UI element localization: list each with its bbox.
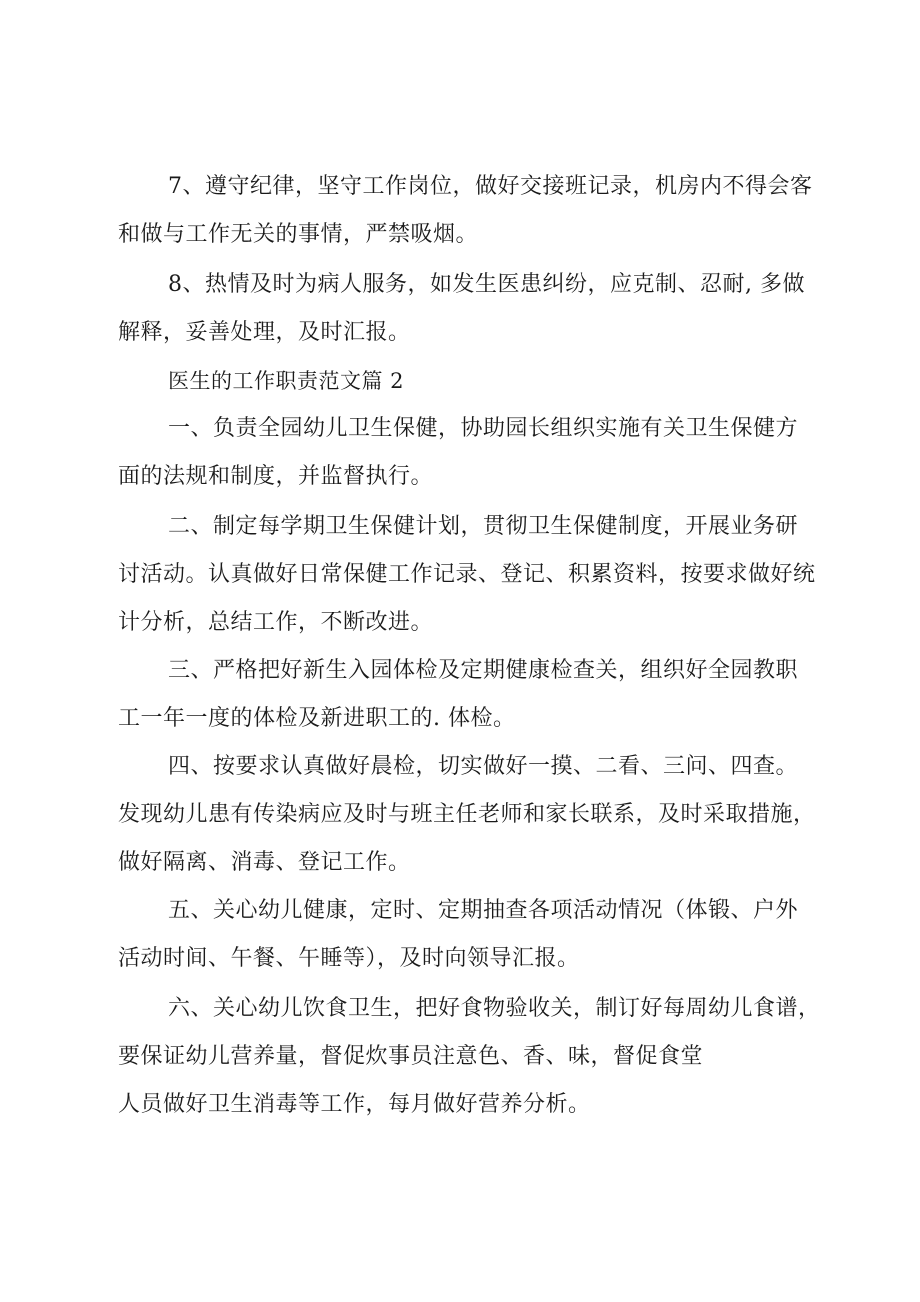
item-3-line-2: 工一年一度的体检及新进职工的. 体检。 xyxy=(118,706,516,731)
item-2-line-3: 计分析，总结工作，不断改进。 xyxy=(118,610,434,635)
paragraph-8-line-2: 解释，妥善处理，及时汇报。 xyxy=(118,320,411,345)
item-1-line-2: 面的法规和制度，并监督执行。 xyxy=(118,464,434,489)
item-2-line-2: 讨活动。认真做好日常保健工作记录、登记、积累资料，按要求做好统 xyxy=(118,562,816,587)
paragraph-7-line-2: 和做与工作无关的事情，严禁吸烟。 xyxy=(118,222,479,247)
item-6-line-1: 六、关心幼儿饮食卫生，把好食物验收关，制订好每周幼儿食谱， xyxy=(168,996,821,1021)
item-4-line-1: 四、按要求认真做好晨检，切实做好一摸、二看、三问、四查。 xyxy=(168,754,799,779)
item-4-line-3: 做好隔离、消毒、登记工作。 xyxy=(118,850,411,875)
paragraph-8-line-1: 8、热情及时为病人服务，如发生医患纠纷，应克制、忍耐, 多做 xyxy=(168,272,805,297)
section-heading: 医生的工作职责范文篇 2 xyxy=(168,369,405,393)
item-5-line-2: 活动时间、午餐、午睡等），及时向领导汇报。 xyxy=(118,946,580,971)
item-3-line-1: 三、严格把好新生入园体检及定期健康检查关，组织好全园教职 xyxy=(168,658,799,683)
item-2-line-1: 二、制定每学期卫生保健计划，贯彻卫生保健制度，开展业务研 xyxy=(168,514,799,539)
paragraph-7-line-1: 7、遵守纪律，坚守工作岗位，做好交接班记录，机房内不得会客 xyxy=(168,174,813,199)
item-6-line-3: 人员做好卫生消毒等工作，每月做好营养分析。 xyxy=(118,1092,591,1117)
item-6-line-2: 要保证幼儿营养量，督促炊事员注意色、香、味，督促食堂 xyxy=(118,1044,704,1069)
item-5-line-1: 五、关心幼儿健康，定时、定期抽查各项活动情况（体锻、户外 xyxy=(168,898,799,923)
item-1-line-1: 一、负责全园幼儿卫生保健，协助园长组织实施有关卫生保健方 xyxy=(168,416,799,441)
item-4-line-2: 发现幼儿患有传染病应及时与班主任老师和家长联系，及时采取措施， xyxy=(118,802,816,827)
